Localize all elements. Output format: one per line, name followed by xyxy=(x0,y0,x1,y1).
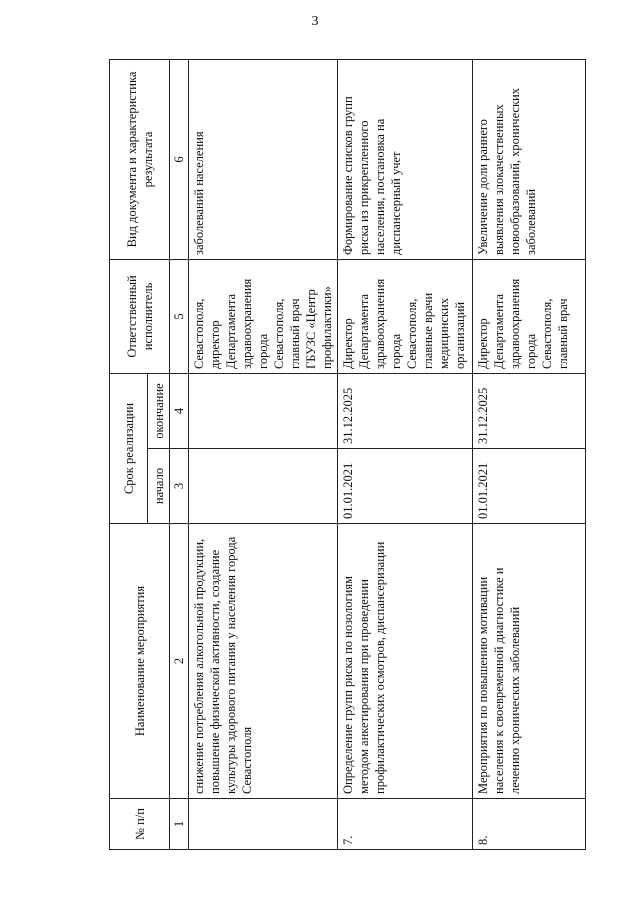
column-number: 3 xyxy=(170,449,189,524)
measures-table xyxy=(109,59,586,850)
row-number xyxy=(189,799,338,850)
column-number-row xyxy=(170,59,189,849)
column-number: 4 xyxy=(170,373,189,448)
column-number: 5 xyxy=(170,259,189,373)
row-number: 8. xyxy=(473,799,586,850)
column-number: 1 xyxy=(170,799,189,850)
header-end: окончание xyxy=(148,373,170,448)
column-number: 6 xyxy=(170,59,189,259)
executor: Директор Департамента здравоохранения города Севастополя, главный врач xyxy=(473,259,586,373)
table-header-row xyxy=(110,59,148,849)
result: Увеличение доли раннего выявления злокачественных новообразований, хронических заболеваний xyxy=(473,59,586,259)
result: Формирование списков групп риска из прикрепленного населения, постановка на диспансерный учет xyxy=(338,59,473,259)
end-date xyxy=(189,373,338,448)
table-row xyxy=(473,59,586,849)
rotated-table-container xyxy=(109,60,579,850)
column-number: 2 xyxy=(170,524,189,799)
header-result: Вид документа и характеристика результата xyxy=(110,59,170,259)
header-name: Наименование мероприятия xyxy=(110,524,170,799)
header-executor: Ответственный исполнитель xyxy=(110,259,170,373)
executor: Севастополя, директор Департамента здравоохранения города Севастополя, главный врач ГБУЗС «Центр профилактики» xyxy=(189,259,338,373)
table-row xyxy=(189,59,338,849)
executor: Директор Департамента здравоохранения города Севастополя, главные врачи медицинских организаций xyxy=(338,259,473,373)
end-date: 31.12.2025 xyxy=(473,373,586,448)
result: заболеваний населения xyxy=(189,59,338,259)
measure-name: Определение групп риска по нозологиям методом анкетирования при проведении профилактических осмотров, диспансеризации xyxy=(338,524,473,799)
start-date xyxy=(189,449,338,524)
page-number: 3 xyxy=(311,14,319,29)
header-term: Срок реализации xyxy=(110,373,148,523)
start-date: 01.01.2021 xyxy=(338,449,473,524)
measure-name: Мероприятия по повышению мотивации населения к своевременной диагностике и лечению хронических заболеваний xyxy=(473,524,586,799)
measure-name: снижение потребления алкогольной продукции, повышение физической активности, создание культуры здорового питания у населения города Севастополя xyxy=(189,524,338,799)
header-num: № п/п xyxy=(110,799,170,850)
end-date: 31.12.2025 xyxy=(338,373,473,448)
row-number: 7. xyxy=(338,799,473,850)
start-date: 01.01.2021 xyxy=(473,449,586,524)
table-row xyxy=(338,59,473,849)
header-start: начало xyxy=(148,449,170,524)
